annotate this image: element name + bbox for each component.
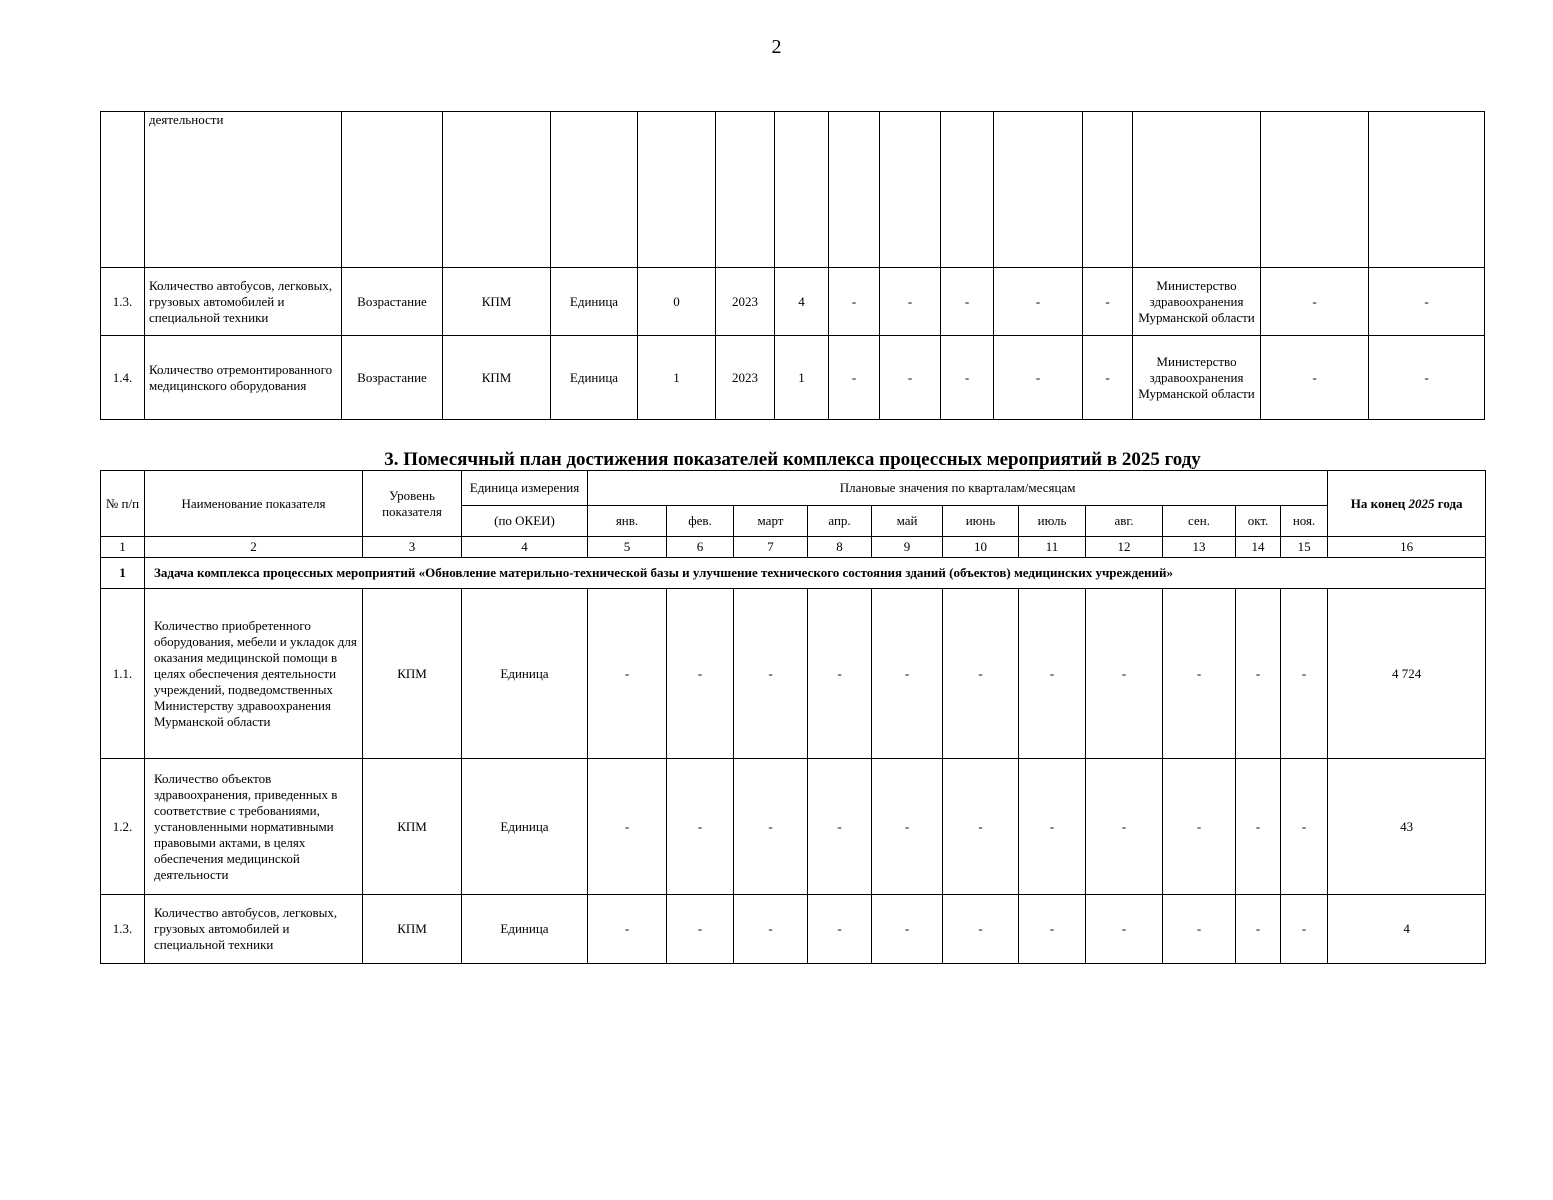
page-number: 2: [771, 36, 782, 58]
header-level: Уровень показателя: [363, 471, 462, 537]
cell-month-value: -: [1019, 895, 1086, 964]
cell-month-value: -: [872, 759, 943, 895]
cell-responsible: Министерство здравоохранения Мурманской области: [1133, 336, 1261, 420]
cell-value: -: [994, 336, 1083, 420]
header-month: июнь: [943, 506, 1019, 537]
cell-month-value: -: [1086, 895, 1163, 964]
cell-base-year: 2023: [716, 336, 775, 420]
cell-month-value: -: [1086, 589, 1163, 759]
header-end-of-year: На конец 2025 года: [1328, 471, 1486, 537]
cell-month-value: -: [1236, 895, 1281, 964]
cell-month-value: -: [667, 589, 734, 759]
cell-level: КПМ: [363, 759, 462, 895]
table-row: [101, 759, 1486, 895]
header-month: сен.: [1163, 506, 1236, 537]
cell-name: деятельности: [145, 112, 342, 268]
cell-value: -: [1083, 336, 1133, 420]
cell-base-value: 1: [638, 336, 716, 420]
cell-month-value: -: [1163, 589, 1236, 759]
cell-trend: Возрастание: [342, 268, 443, 336]
cell-value: -: [1083, 268, 1133, 336]
cell-month-value: -: [872, 589, 943, 759]
col-number: 15: [1281, 537, 1328, 558]
header-month: апр.: [808, 506, 872, 537]
col-number: 4: [462, 537, 588, 558]
cell-month-value: -: [943, 589, 1019, 759]
cell-month-value: -: [734, 759, 808, 895]
cell-month-value: -: [943, 895, 1019, 964]
cell-unit: Единица: [462, 759, 588, 895]
cell-end-value: 4 724: [1328, 589, 1486, 759]
cell-month-value: -: [667, 759, 734, 895]
cell-type: КПМ: [443, 336, 551, 420]
cell-num: 1.1.: [101, 589, 145, 759]
task-row: [101, 558, 1486, 589]
col-number: 10: [943, 537, 1019, 558]
cell-value: -: [1261, 268, 1369, 336]
task-num: 1: [101, 558, 145, 589]
header-month: янв.: [588, 506, 667, 537]
monthly-plan-table: [100, 470, 1486, 964]
cell-name: Количество отремонтированного медицинского оборудования: [145, 336, 342, 420]
cell-unit: Единица: [551, 336, 638, 420]
cell-value: 4: [775, 268, 829, 336]
cell-month-value: -: [808, 759, 872, 895]
cell-num: 1.3.: [101, 895, 145, 964]
cell-month-value: -: [943, 759, 1019, 895]
cell-month-value: -: [588, 589, 667, 759]
col-number: 3: [363, 537, 462, 558]
col-number: 16: [1328, 537, 1486, 558]
cell-trend: Возрастание: [342, 336, 443, 420]
table-row: [101, 268, 1485, 336]
cell-month-value: -: [1281, 759, 1328, 895]
cell-value: -: [1261, 336, 1369, 420]
cell-month-value: -: [1236, 759, 1281, 895]
cell-num: 1.4.: [101, 336, 145, 420]
table-row: [101, 895, 1486, 964]
cell-unit: Единица: [462, 589, 588, 759]
cell-base-value: 0: [638, 268, 716, 336]
cell-month-value: -: [1019, 589, 1086, 759]
col-number: 12: [1086, 537, 1163, 558]
cell-value: 1: [775, 336, 829, 420]
header-month: фев.: [667, 506, 734, 537]
cell-unit: Единица: [551, 268, 638, 336]
cell-value: -: [880, 336, 941, 420]
cell-end-value: 43: [1328, 759, 1486, 895]
col-number: 1: [101, 537, 145, 558]
col-number: 13: [1163, 537, 1236, 558]
cell-value: -: [941, 268, 994, 336]
section-title: 3. Помесячный план достижения показателей комплекса процессных мероприятий в 2025 году: [384, 449, 1201, 470]
cell-month-value: -: [1163, 759, 1236, 895]
col-number: 8: [808, 537, 872, 558]
cell-value: -: [994, 268, 1083, 336]
cell-month-value: -: [588, 759, 667, 895]
cell-end-value: 4: [1328, 895, 1486, 964]
cell-num: 1.2.: [101, 759, 145, 895]
cell-value: -: [829, 268, 880, 336]
header-month: ноя.: [1281, 506, 1328, 537]
task-text: Задача комплекса процессных мероприятий «Обновление материльно-технической базы и улучшение технического состояния зданий (объектов) медицинских учреждений»: [145, 558, 1486, 589]
col-number: 14: [1236, 537, 1281, 558]
header-num: № п/п: [101, 471, 145, 537]
cell-month-value: -: [734, 895, 808, 964]
header-month: окт.: [1236, 506, 1281, 537]
cell-name: Количество приобретенного оборудования, мебели и укладок для оказания медицинской помощи в целях обеспечения деятельности учреждений, подведомственных Министерству здравоохранения Мурманской области: [145, 589, 363, 759]
col-number: 9: [872, 537, 943, 558]
header-month: май: [872, 506, 943, 537]
cell-base-year: 2023: [716, 268, 775, 336]
header-unit-okei: (по ОКЕИ): [462, 506, 588, 537]
cell-name: Количество автобусов, легковых, грузовых автомобилей и специальной техники: [145, 895, 363, 964]
cell-level: КПМ: [363, 895, 462, 964]
cell-month-value: -: [808, 589, 872, 759]
cell-name: Количество автобусов, легковых, грузовых автомобилей и специальной техники: [145, 268, 342, 336]
cell-month-value: -: [1019, 759, 1086, 895]
col-number: 11: [1019, 537, 1086, 558]
col-number: 6: [667, 537, 734, 558]
cell-value: -: [829, 336, 880, 420]
table-row: [101, 112, 1485, 268]
indicators-table-continued: [100, 111, 1485, 420]
cell-month-value: -: [1281, 895, 1328, 964]
cell-month-value: -: [872, 895, 943, 964]
header-planned-values: Плановые значения по кварталам/месяцам: [588, 471, 1328, 506]
col-number: 2: [145, 537, 363, 558]
cell-month-value: -: [808, 895, 872, 964]
header-month: авг.: [1086, 506, 1163, 537]
header-name: Наименование показателя: [145, 471, 363, 537]
col-number: 7: [734, 537, 808, 558]
cell-month-value: -: [734, 589, 808, 759]
table-row: [101, 336, 1485, 420]
cell-num: 1.3.: [101, 268, 145, 336]
cell-unit: Единица: [462, 895, 588, 964]
cell-value: -: [941, 336, 994, 420]
cell-value: -: [1369, 268, 1485, 336]
cell-type: КПМ: [443, 268, 551, 336]
cell-name: Количество объектов здравоохранения, приведенных в соответствие с требованиями, установленными нормативными правовыми актами, в целях обеспечения медицинской деятельности: [145, 759, 363, 895]
cell-month-value: -: [1281, 589, 1328, 759]
header-unit: Единица измерения: [462, 471, 588, 506]
column-numbers-row: [101, 537, 1486, 558]
cell-responsible: Министерство здравоохранения Мурманской области: [1133, 268, 1261, 336]
table-row: [101, 589, 1486, 759]
header-month: март: [734, 506, 808, 537]
cell-month-value: -: [667, 895, 734, 964]
cell-value: -: [1369, 336, 1485, 420]
table-header-row: [101, 471, 1486, 506]
cell-level: КПМ: [363, 589, 462, 759]
cell-month-value: -: [588, 895, 667, 964]
cell-value: -: [880, 268, 941, 336]
cell-month-value: -: [1236, 589, 1281, 759]
cell-month-value: -: [1163, 895, 1236, 964]
col-number: 5: [588, 537, 667, 558]
cell-month-value: -: [1086, 759, 1163, 895]
header-month: июль: [1019, 506, 1086, 537]
